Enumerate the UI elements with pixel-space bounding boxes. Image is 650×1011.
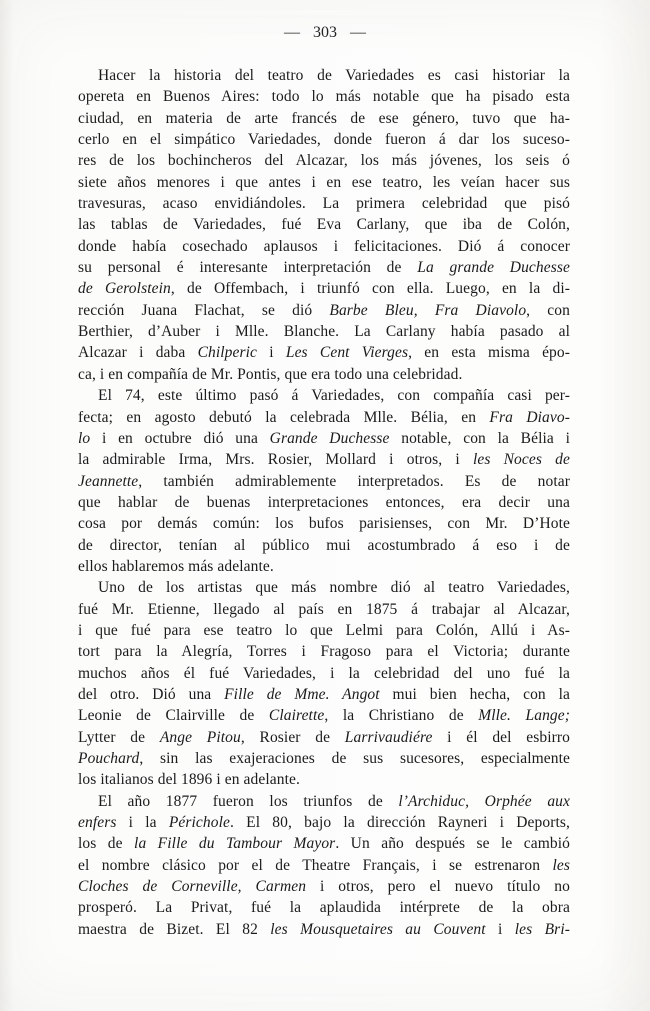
italic-run: Fille de Mme. Angot xyxy=(224,685,380,703)
text-run: ca, i en compañía de Mr. Pontis, que era todo una celebridad. xyxy=(78,365,463,383)
text-run: Hacer la historia del teatro de Variedades es casi historiar la xyxy=(98,67,570,84)
italic-run: Mlle. Lange; xyxy=(478,707,571,725)
italic-run: les Noces de xyxy=(472,451,570,469)
text-run: travesuras, acaso envidiándoles. La primera celebridad que pisó xyxy=(78,195,570,213)
text-run: , de Offembach, i triunfó con ella. Luego, en la di- xyxy=(170,280,570,298)
text-run: i xyxy=(257,344,286,362)
text-line xyxy=(78,812,570,833)
text-run: de director, tenían al público mui acostumbrado á eso i de xyxy=(78,536,570,554)
italic-run: Jeannette xyxy=(78,472,139,490)
text-run: i él del esbirro xyxy=(432,728,570,746)
text-run: , con xyxy=(526,301,570,319)
text-run: maestra de Bizet. El 82 xyxy=(78,920,271,938)
text-run: siete años menores i que antes i en ese teatro, les veían hacer sus xyxy=(78,173,570,191)
text-run: i xyxy=(485,920,515,938)
italic-run: Cloches de Corneville, Carmen xyxy=(78,878,307,896)
text-line xyxy=(78,86,570,107)
text-line xyxy=(78,129,570,150)
text-line xyxy=(78,791,570,812)
text-run: rección Juana Flachat, se dió xyxy=(78,301,330,319)
text-run: las tablas de Variedades, fué Eva Carlany, que iba de Colón, xyxy=(78,216,570,234)
text-run: ciudad, en materia de arte francés de ese género, tuvo que ha- xyxy=(78,109,570,127)
text-run: fecta; en agosto debutó la celebrada Mlle. Bélia, en xyxy=(78,408,490,426)
text-run: Uno de los artistas que más nombre dió al teatro Variedades, xyxy=(98,579,570,597)
italic-run: Fra Diavo- xyxy=(489,408,570,426)
text-line xyxy=(78,535,570,556)
text-run: i que fué para ese teatro lo que Lelmi para Colón, Allú i As- xyxy=(78,621,570,639)
text-run: del otro. Dió una xyxy=(78,685,225,703)
text-run: Berthier, d’Auber i Mlle. Blanche. La Carlany había pasado al xyxy=(78,323,570,341)
text-line xyxy=(78,428,570,449)
text-line xyxy=(78,278,570,299)
text-line xyxy=(78,471,570,492)
text-run: mui bien hecha, con la xyxy=(379,685,570,703)
text-line xyxy=(78,193,570,214)
italic-run: lo xyxy=(78,429,91,447)
text-run: tort para la Alegría, Torres i Fragoso para el Victoria; durante xyxy=(78,643,570,661)
text-run: Leonie de Clairville de xyxy=(78,707,269,725)
text-line xyxy=(78,449,570,470)
text-line xyxy=(78,556,570,577)
italic-run: les xyxy=(552,856,570,874)
text-run: , en esta misma épo- xyxy=(408,344,571,362)
italic-run: Pouchard xyxy=(78,750,140,767)
italic-run: Larrivaudiére xyxy=(344,728,433,746)
text-run: la admirable Irma, Mrs. Rosier, Mollard i otros, i xyxy=(78,451,473,469)
italic-run: enfers xyxy=(78,814,117,832)
text-run: res de los bochincheros del Alcazar, los más jóvenes, los seis ó xyxy=(78,152,570,170)
text-line xyxy=(78,407,570,428)
text-run: ellos hablaremos más adelante. xyxy=(78,557,274,575)
text-run: i la xyxy=(116,814,169,832)
italic-run: Chilperic xyxy=(197,344,258,362)
text-line xyxy=(78,364,570,385)
text-line xyxy=(78,513,570,534)
text-line xyxy=(78,257,570,278)
text-line xyxy=(78,897,570,918)
text-run: , la Christiano de xyxy=(324,707,479,725)
text-line xyxy=(78,108,570,129)
text-run: El 74, este último pasó á Variedades, con compañía casi per- xyxy=(98,387,570,405)
text-run: fué Mr. Etienne, llegado al país en 1875 á trabajar al Alcazar, xyxy=(78,600,570,618)
text-run: prosperó. La Privat, fué la aplaudida intérprete de la obra xyxy=(78,899,570,917)
text-run: . El 80, bajo la dirección Rayneri i Deports, xyxy=(229,814,571,832)
text-line xyxy=(78,919,570,940)
text-line xyxy=(78,236,570,257)
text-run: , también admirablemente interpretados. Es de notar xyxy=(138,472,570,490)
text-line xyxy=(78,172,570,193)
text-run: donde había cosechado aplausos i felicitaciones. Dió á conocer xyxy=(78,237,570,255)
text-line xyxy=(78,214,570,235)
text-run: , sin las exajeraciones de sus sucesores, especialmente xyxy=(139,750,570,767)
italic-run: Barbe Bleu, Fra Diavolo xyxy=(329,301,527,319)
text-run: los italianos del 1896 i en adelante. xyxy=(78,771,300,789)
text-run: El año 1877 fueron los triunfos de xyxy=(98,792,399,810)
text-run: notable, con la Bélia i xyxy=(389,429,570,447)
text-run: i otros, pero el nuevo título no xyxy=(306,878,570,896)
italic-run: les Bri- xyxy=(514,920,570,938)
text-line xyxy=(78,727,570,748)
italic-run: la Fille du Tambour Mayor xyxy=(134,835,336,853)
text-run: cosa por demás común: los bufos parisienses, con Mr. D’Hote xyxy=(78,515,570,533)
text-line xyxy=(78,599,570,620)
text-line xyxy=(78,150,570,171)
text-line xyxy=(78,663,570,684)
text-run: los de xyxy=(78,835,135,853)
text-line xyxy=(78,300,570,321)
text-line xyxy=(78,342,570,363)
page-number: — 303 — xyxy=(284,24,366,41)
text-line xyxy=(78,833,570,854)
text-line xyxy=(78,855,570,876)
text-run: i en octubre dió una xyxy=(90,429,270,447)
text-line xyxy=(78,65,570,86)
text-run: opereta en Buenos Aires: todo lo más notable que ha pisado esta xyxy=(78,88,570,106)
text-line xyxy=(78,876,570,897)
italic-run: Les Cent Vierges xyxy=(285,344,409,362)
italic-run: les Mousquetaires au Couvent xyxy=(270,920,486,938)
text-run: , Rosier de xyxy=(240,728,345,746)
text-line xyxy=(78,705,570,726)
italic-run: l’Archiduc, Orphée aux xyxy=(398,792,570,810)
italic-run: de Gerolstein xyxy=(78,280,171,298)
text-run: su personal é interesante interpretación de xyxy=(78,259,418,277)
text-line xyxy=(78,492,570,513)
italic-run: Périchole xyxy=(168,814,230,832)
italic-run: La grande Duchesse xyxy=(417,259,570,277)
text-run: el nombre clásico por el de Theatre Français, i se estrenaron xyxy=(78,856,553,874)
italic-run: Ange Pitou xyxy=(159,728,241,746)
text-line xyxy=(78,577,570,598)
text-line xyxy=(78,620,570,641)
text-run: Alcazar i daba xyxy=(78,344,198,362)
text-line xyxy=(78,748,570,769)
text-run: . Un año después se le cambió xyxy=(335,835,571,853)
text-line xyxy=(78,684,570,705)
text-body xyxy=(78,65,570,940)
text-run: cerlo en el simpático Variedades, donde fueron á dar los suceso- xyxy=(78,131,570,149)
text-line xyxy=(78,641,570,662)
italic-run: Grande Duchesse xyxy=(269,429,390,447)
text-line xyxy=(78,769,570,790)
text-line xyxy=(78,385,570,406)
text-run: Lytter de xyxy=(78,728,160,746)
italic-run: Clairette xyxy=(268,707,325,725)
text-run: que hablar de buenas interpretaciones entonces, era decir una xyxy=(78,493,570,511)
text-line xyxy=(78,321,570,342)
text-run: muchos años él fué Variedades, i la celebridad del uno fué la xyxy=(78,664,570,682)
